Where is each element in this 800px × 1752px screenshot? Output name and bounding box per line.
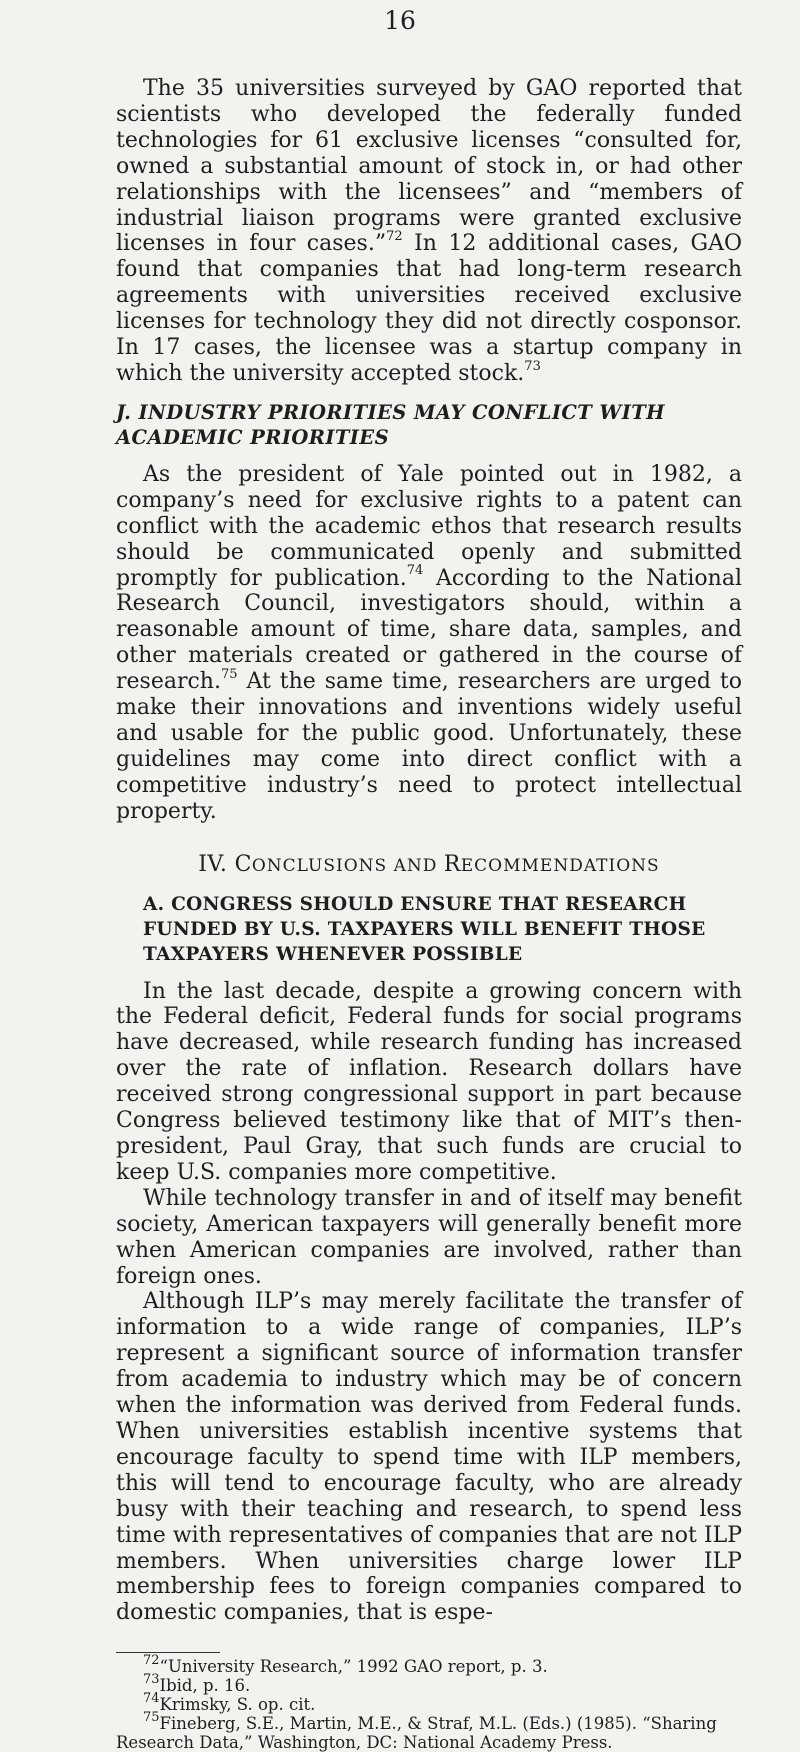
document-body bbox=[116, 76, 742, 1752]
section-word-rest: ONCLUSIONS bbox=[251, 855, 388, 876]
paragraph-text: According to the National Research Council, investigators should, within a reasonable amount of time, share data, samples, and other materials created or gathered in the course of research. bbox=[116, 565, 742, 695]
paragraph-text: The 35 universities surveyed by GAO reported that scientists who developed the federally funded technologies for 61 exclusive licenses “consulted for, owned a substantial amount of stock in, or had other relationships with the licensees” and “members of industrial liaison programs were granted exclusive licenses in four cases.” bbox=[116, 76, 742, 257]
subheading-industry-priorities: J. INDUSTRY PRIORITIES MAY CONFLICT WITH ACADEMIC PRIORITIES bbox=[116, 400, 665, 449]
footnote-number: 75 bbox=[143, 1709, 160, 1725]
paragraph-gao-survey bbox=[116, 76, 742, 387]
section-word-rest: ECOMMENDATIONS bbox=[460, 855, 660, 876]
footnote-ref: 75 bbox=[220, 666, 238, 682]
section-word-and: AND bbox=[387, 855, 444, 876]
footnote-number: 72 bbox=[143, 1652, 160, 1668]
paragraph-federal-deficit: In the last decade, despite a growing concern with the Federal deficit, Federal funds for social programs have decreased, while research funding has increased over the rate of inflation. Research dollars have received strong congressional support in part because Congress believed testimony like that of MIT’s then-president, Paul Gray, that such funds are crucial to keep U.S. companies more competitive. bbox=[116, 978, 742, 1185]
paragraph-text: As the president of Yale pointed out in 1982, a company’s need for exclusive rights to a patent can conflict with the academic ethos that research results should be communicated openly and submitted promptly for publication. bbox=[116, 461, 742, 591]
section-word-initial: R bbox=[443, 851, 461, 877]
paragraph-text: At the same time, researchers are urged to make their innovations and inventions widely useful and usable for the public good. Unfortunately, these guidelines may come into direct conflict with a competitive industry’s need to protect intellectual property. bbox=[116, 669, 742, 824]
footnote-ref: 72 bbox=[386, 229, 403, 245]
footnote-ref: 74 bbox=[406, 563, 424, 579]
footnote-text: “University Research,” 1992 GAO report, p. 3. bbox=[159, 1657, 548, 1677]
footnote-72 bbox=[116, 1652, 742, 1677]
footnote-divider bbox=[116, 1652, 220, 1653]
paragraph-text: In 12 additional cases, GAO found that companies that had long-term research agreements with universities received exclusive licenses for technology they did not directly cosponsor. In 17 cases, the licensee was a startup company in which the university accepted stock. bbox=[116, 231, 742, 386]
paragraph-ilp: Although ILP’s may merely facilitate the transfer of information to a wide range of companies, ILP’s represent a significant source of information transfer from academia to industry which may be of concern when the information was derived from Federal funds. When universities establish incentive systems that encourage faculty to spend time with ILP members, this will tend to encourage faculty, who are already busy with their teaching and research, to spend less time with representatives of companies that are not ILP members. When universities charge lower ILP membership fees to foreign companies compared to domestic companies, that is espe- bbox=[116, 1289, 742, 1626]
paragraph-yale-president bbox=[116, 462, 742, 825]
footnote-number: 73 bbox=[143, 1671, 160, 1687]
footnote-74 bbox=[116, 1690, 742, 1715]
subheading-congress-should-ensure: A. CONGRESS SHOULD ENSURE THAT RESEARCH FUNDED BY U.S. TAXPAYERS WILL BENEFIT THOSE TAXPAYERS WHENEVER POSSIBLE bbox=[143, 893, 706, 965]
paragraph-technology-transfer: While technology transfer in and of itself may benefit society, American taxpayers will generally benefit more when American companies are involved, rather than foreign ones. bbox=[116, 1185, 742, 1289]
footnote-73 bbox=[116, 1671, 742, 1696]
footnote-number: 74 bbox=[143, 1690, 160, 1706]
footnote-text: Ibid, p. 16. bbox=[159, 1676, 251, 1696]
section-heading-conclusions bbox=[116, 851, 742, 880]
page-number: 16 bbox=[384, 6, 416, 35]
footnote-text: Fineberg, S.E., Martin, M.E., & Straf, M.L. (Eds.) (1985). “Sharing Research Data,” Washington, DC: National Academy Press. bbox=[116, 1714, 717, 1752]
section-numeral: IV. bbox=[198, 851, 235, 877]
footnote-ref: 73 bbox=[524, 358, 541, 374]
footnote-75 bbox=[116, 1709, 742, 1752]
section-word-initial: C bbox=[234, 851, 252, 877]
footnote-text: Krimsky, S. op. cit. bbox=[159, 1695, 316, 1715]
